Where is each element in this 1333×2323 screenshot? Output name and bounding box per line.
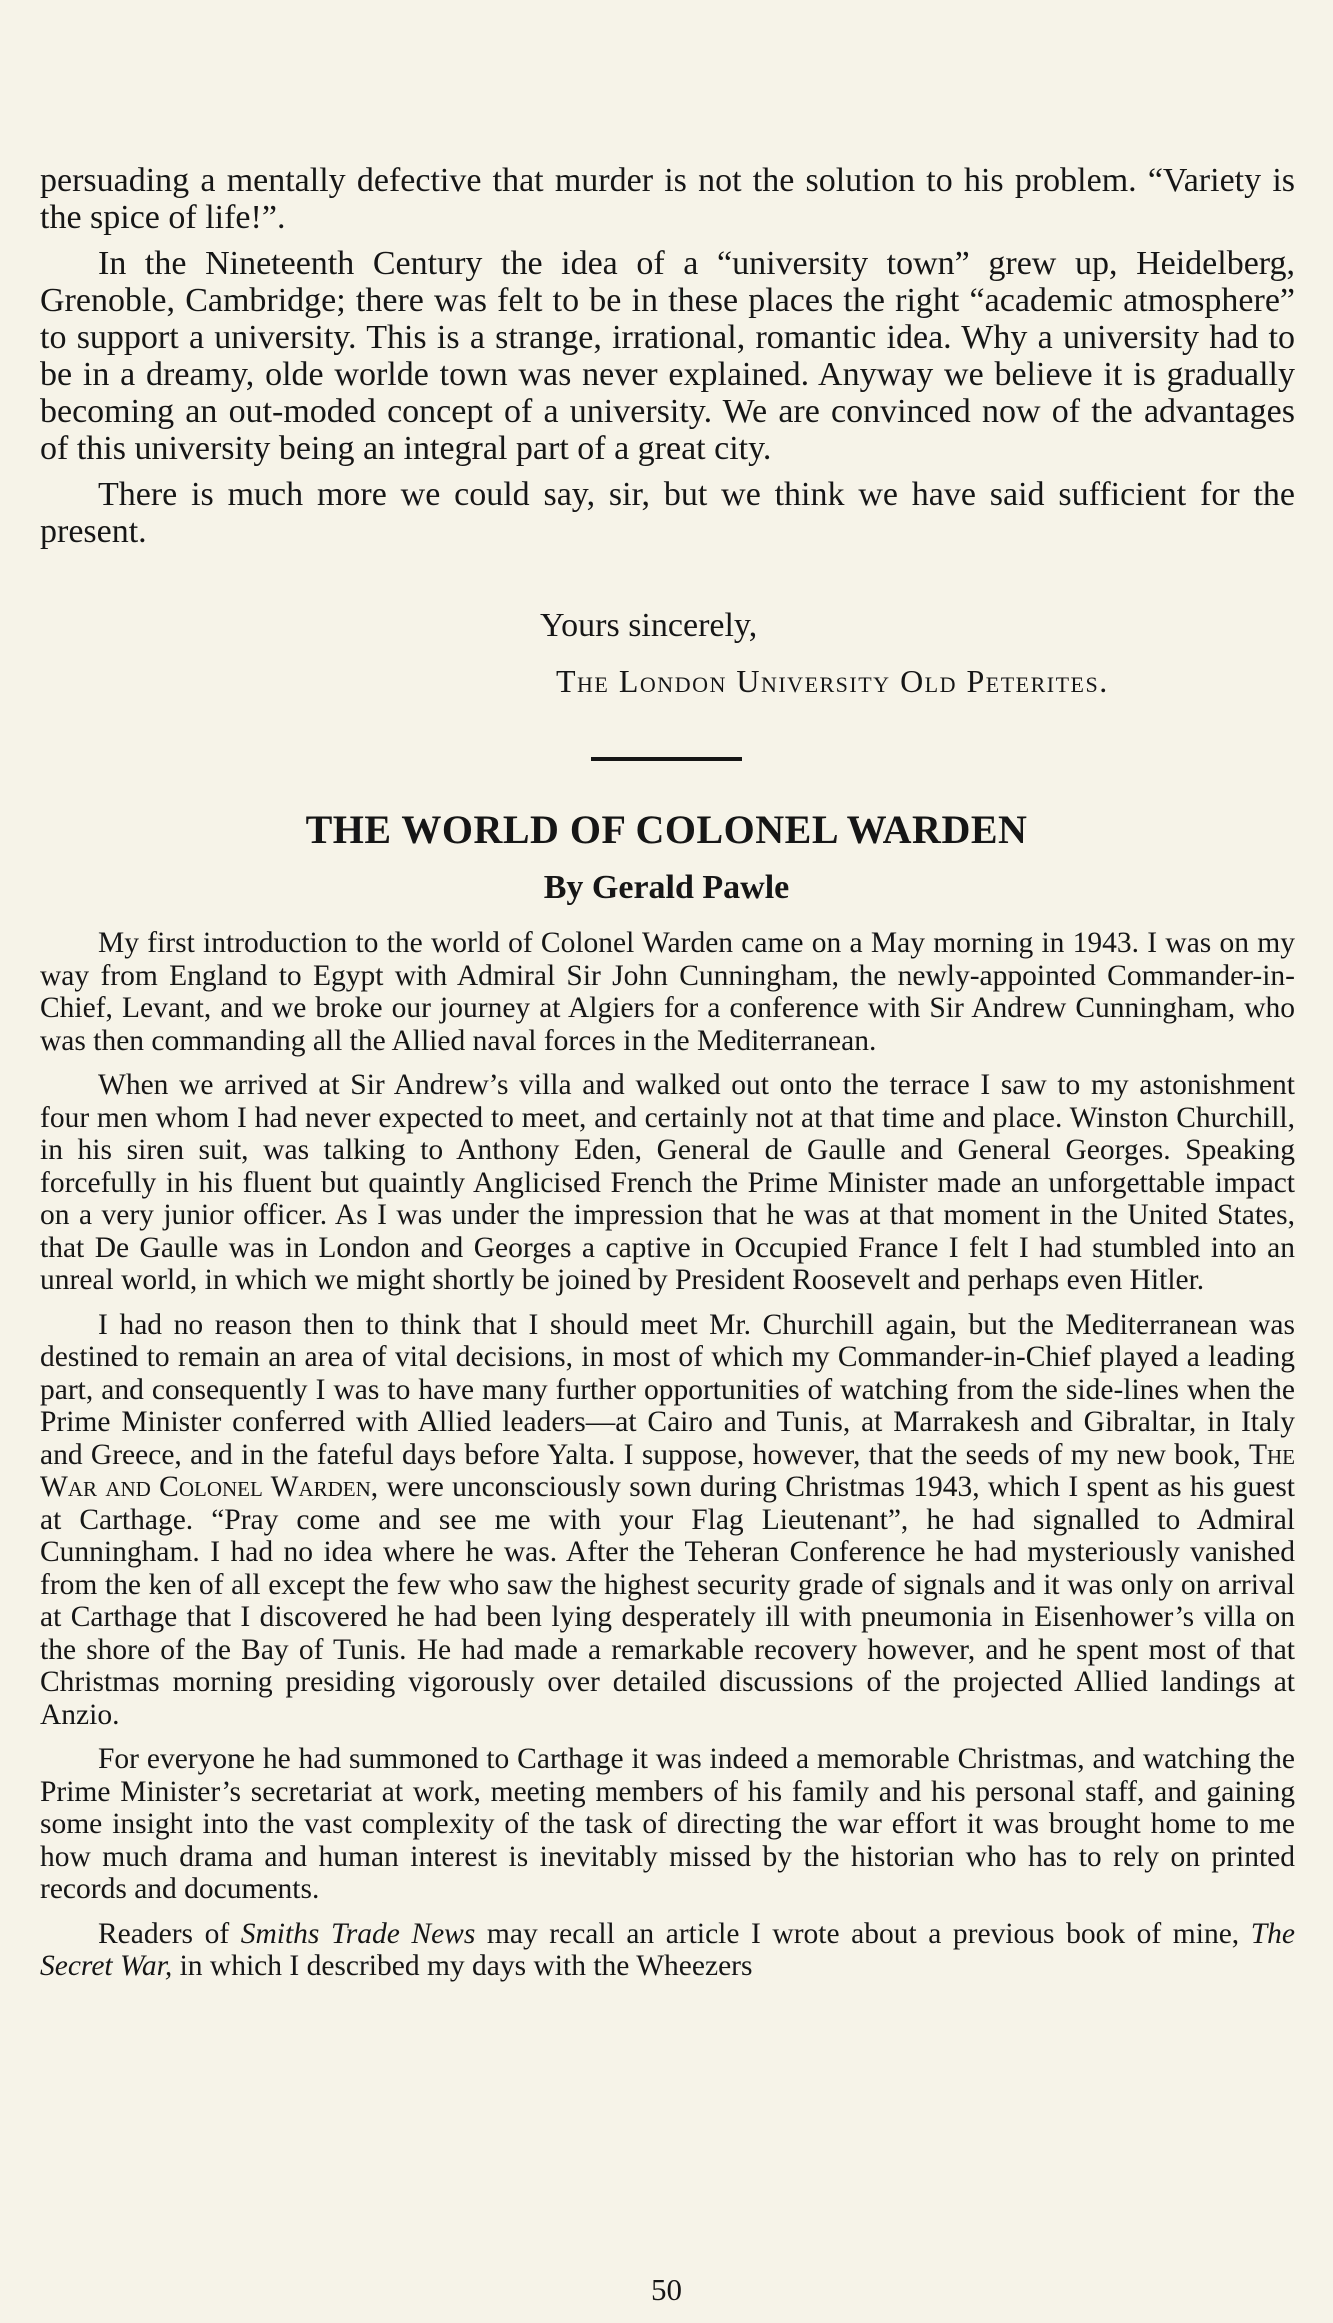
article-paragraph-4: For everyone he had summoned to Carthage it was indeed a memorable Christmas, and watching the Prime Minister’s secretariat at work, meeting members of his family and his personal staff, and gaining some insight into the vast complexity of the task of directing the war effort it was brought home to me how much drama and human interest is inevitably missed by the historian who has to rely on printed records and documents. <box>40 1743 1295 1905</box>
letter-signature: The London University Old Peterites. <box>556 663 1109 699</box>
section-divider-rule <box>591 757 742 761</box>
publication-smiths-trade-news: Smiths Trade News <box>240 1917 476 1950</box>
letter-paragraph-1: persuading a mentally defective that murder is not the solution to his problem. “Variety is the spice of life!”. <box>40 162 1295 236</box>
article-paragraph-2: When we arrived at Sir Andrew’s villa and walked out onto the terrace I saw to my astonishment four men whom I had never expected to meet, and certainly not at that time and place. Winston Churchill, in his siren suit, was talking to Anthony Eden, General de Gaulle and General Georges. Speaking forcefully in his fluent but quaintly Anglicised French the Prime Minister made an unforgettable impact on a very junior officer. As I was under the impression that he was at that moment in the United States, that De Gaulle was in London and Georges a captive in Occupied France I felt I had stumbled into an unreal world, in which we might shortly be joined by President Roosevelt and perhaps even Hitler. <box>40 1069 1295 1296</box>
letter-section <box>40 162 1295 550</box>
article-paragraph-5-text-c: in which I described my days with the Wheezers <box>172 1950 753 1982</box>
book-title-secret-war: The Secret War, <box>40 1917 1295 1982</box>
article-paragraph-3-text-b: , were unconsciously sown during Christmas 1943, which I spent as his guest at Carthage. “Pray come and see me with your Flag Lieutenant”, he had signalled to Admiral Cunningham. I had no idea where he was. After the Teheran Conference he had mysteriously vanished from the ken of all except the few who saw the highest security grade of signals and it was only on arrival at Carthage that I discovered he had been lying desperately ill with pneumonia in Eisenhower’s villa on the shore of the Bay of Tunis. He had made a remarkable recovery however, and he spent most of that Christmas morning presiding vigorously over detailed discussions of the projected Allied landings at Anzio. <box>40 1471 1295 1731</box>
article-paragraph-5-text-b: may recall an article I wrote about a previous book of mine, <box>475 1917 1251 1950</box>
article-title: THE WORLD OF COLONEL WARDEN <box>305 807 1028 852</box>
letter-paragraph-2: In the Nineteenth Century the idea of a “university town” grew up, Heidelberg, Grenoble, Cambridge; there was felt to be in these places the right “academic atmosphere” to support a university. This is a strange, irrational, romantic idea. Why a university had to be in a dreamy, olde worlde town was never explained. Anyway we believe it is gradually becoming an out-moded concept of a university. We are convinced now of the advantages of this university being an integral part of a great city. <box>40 245 1295 467</box>
book-title-war-and-colonel-warden: The War and Colonel Warden <box>40 1438 1295 1503</box>
article-paragraph-1: My first introduction to the world of Colonel Warden came on a May morning in 1943. I was on my way from England to Egypt with Admiral Sir John Cunningham, the newly-appointed Commander-in-Chief, Levant, and we broke our journey at Algiers for a conference with Sir Andrew Cunningham, who was then commanding all the Allied naval forces in the Mediterranean. <box>40 927 1295 1057</box>
article-body <box>40 927 1295 1983</box>
letter-paragraph-3: There is much more we could say, sir, but we think we have said sufficient for the present. <box>40 476 1295 550</box>
article-paragraph-3 <box>40 1309 1295 1732</box>
article-paragraph-3-text-a: I had no reason then to think that I should meet Mr. Churchill again, but the Mediterranean was destined to remain an area of vital decisions, in most of which my Commander-in-Chief played a leading part, and consequently I was to have many further opportunities of watching from the side-lines when the Prime Minister conferred with Allied leaders—at Cairo and Tunis, at Marrakesh and Gibraltar, in Italy and Greece, and in the fateful days before Yalta. I suppose, however, that the seeds of my new book, <box>40 1308 1295 1471</box>
article-paragraph-5 <box>40 1918 1295 1983</box>
letter-signoff: Yours sincerely, <box>540 607 758 644</box>
page-number: 50 <box>651 2272 682 2307</box>
article-byline: By Gerald Pawle <box>543 869 790 906</box>
article-paragraph-5-text-a: Readers of <box>98 1917 241 1950</box>
